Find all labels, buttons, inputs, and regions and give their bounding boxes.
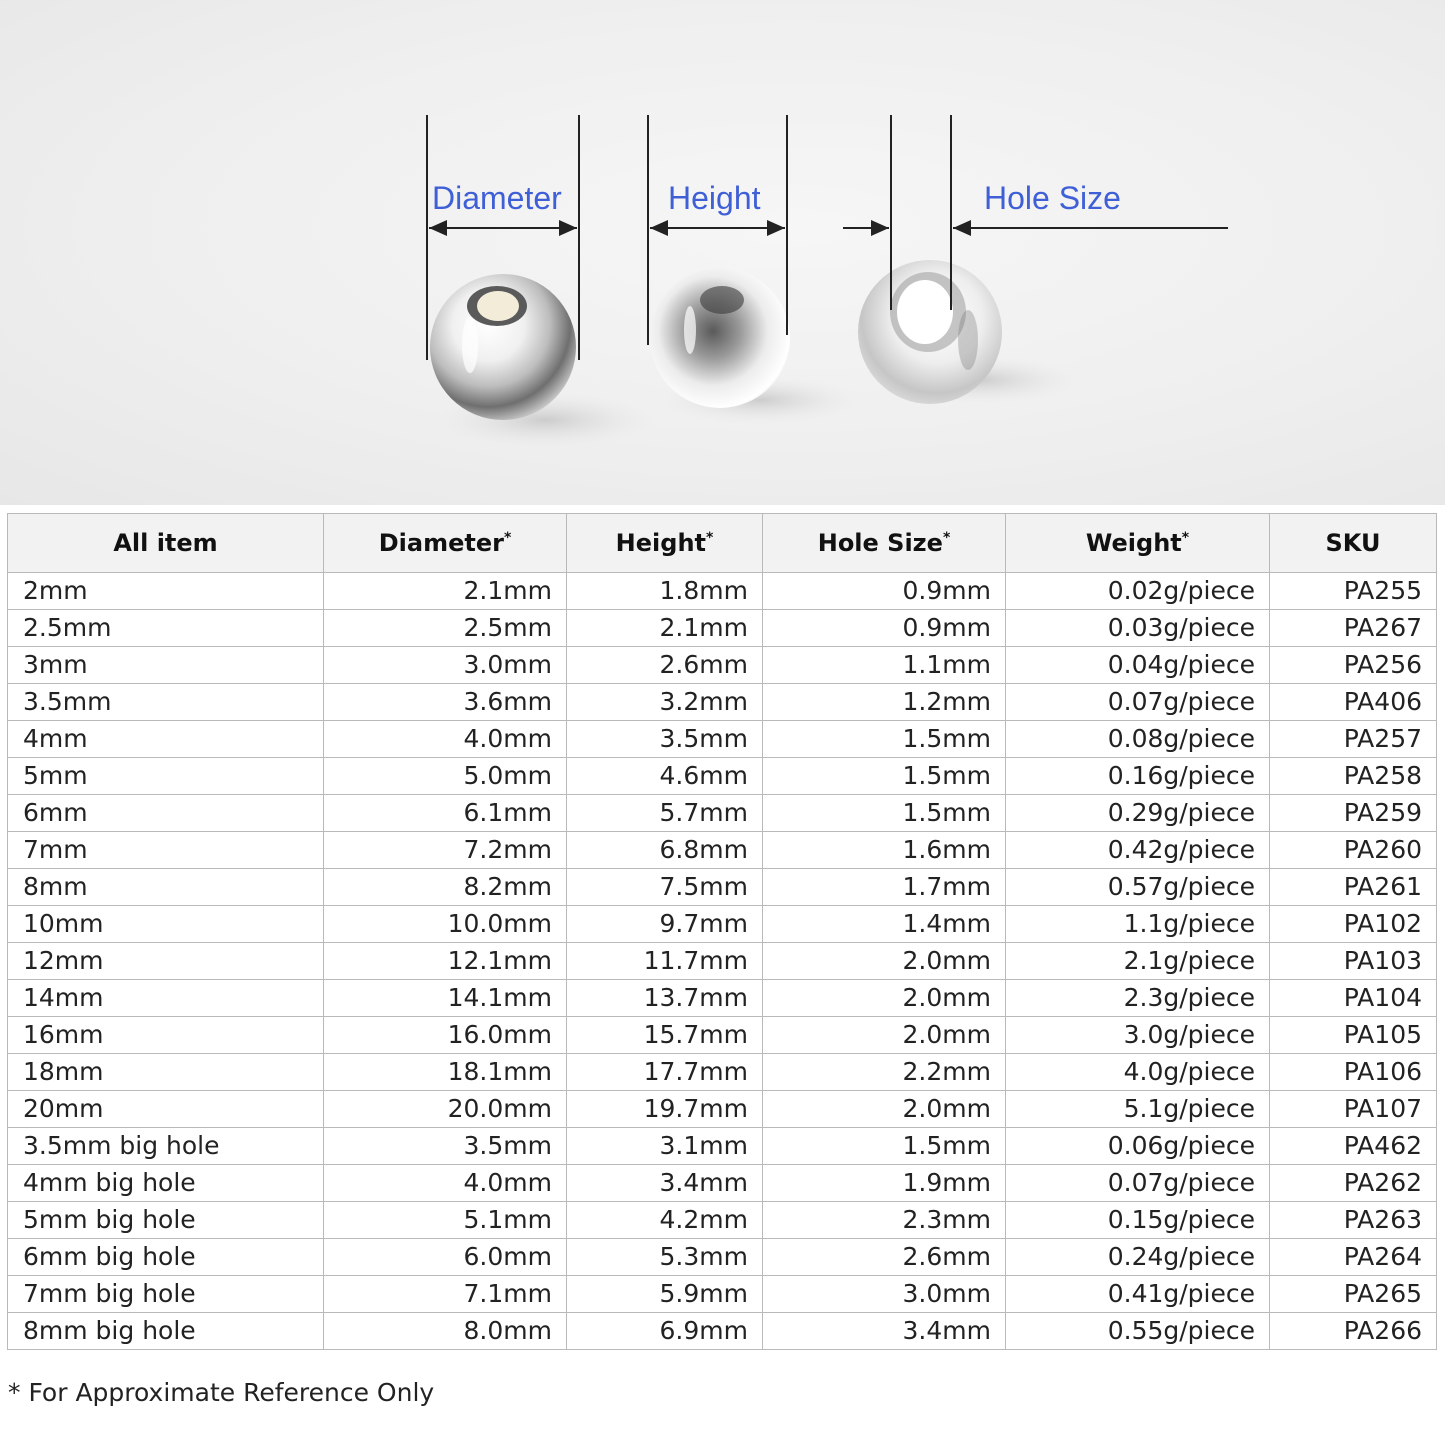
cell-hole-size: 1.4mm [763,906,1006,943]
cell-diameter: 8.2mm [324,869,567,906]
cell-height: 15.7mm [567,1017,763,1054]
table-row [8,1313,1437,1350]
cell-hole-size: 1.2mm [763,684,1006,721]
cell-weight: 0.24g/piece [1006,1239,1270,1276]
cell-sku: PA263 [1270,1202,1437,1239]
cell-hole-size: 1.5mm [763,795,1006,832]
cell-sku: PA107 [1270,1091,1437,1128]
footnote: * For Approximate Reference Only [8,1378,435,1407]
cell-height: 3.1mm [567,1128,763,1165]
cell-height: 11.7mm [567,943,763,980]
cell-item: 3.5mm [8,684,324,721]
table-row [8,1054,1437,1091]
cell-height: 7.5mm [567,869,763,906]
cell-sku: PA103 [1270,943,1437,980]
cell-hole-size: 0.9mm [763,610,1006,647]
cell-hole-size: 2.0mm [763,980,1006,1017]
table-row [8,573,1437,610]
cell-hole-size: 2.0mm [763,1091,1006,1128]
cell-hole-size: 2.2mm [763,1054,1006,1091]
cell-sku: PA261 [1270,869,1437,906]
product-photo [0,0,1445,505]
table-row [8,906,1437,943]
cell-hole-size: 1.5mm [763,1128,1006,1165]
cell-diameter: 8.0mm [324,1313,567,1350]
cell-height: 4.6mm [567,758,763,795]
cell-weight: 5.1g/piece [1006,1091,1270,1128]
cell-diameter: 4.0mm [324,721,567,758]
cell-weight: 0.08g/piece [1006,721,1270,758]
cell-height: 3.4mm [567,1165,763,1202]
cell-height: 17.7mm [567,1054,763,1091]
cell-hole-size: 3.4mm [763,1313,1006,1350]
cell-sku: PA102 [1270,906,1437,943]
cell-weight: 2.1g/piece [1006,943,1270,980]
cell-weight: 3.0g/piece [1006,1017,1270,1054]
cell-weight: 0.41g/piece [1006,1276,1270,1313]
cell-height: 6.9mm [567,1313,763,1350]
cell-item: 6mm big hole [8,1239,324,1276]
header-height: Height* [567,514,763,573]
cell-diameter: 3.0mm [324,647,567,684]
header-all-item: All item [8,514,324,573]
cell-diameter: 6.0mm [324,1239,567,1276]
cell-diameter: 5.0mm [324,758,567,795]
cell-sku: PA106 [1270,1054,1437,1091]
cell-hole-size: 1.5mm [763,758,1006,795]
cell-height: 5.7mm [567,795,763,832]
cell-weight: 0.16g/piece [1006,758,1270,795]
cell-height: 5.3mm [567,1239,763,1276]
cell-height: 9.7mm [567,906,763,943]
cell-diameter: 18.1mm [324,1054,567,1091]
cell-diameter: 3.6mm [324,684,567,721]
cell-height: 1.8mm [567,573,763,610]
table-row [8,1202,1437,1239]
table-row [8,1276,1437,1313]
bead-height [650,268,790,408]
cell-height: 5.9mm [567,1276,763,1313]
table-row [8,610,1437,647]
cell-weight: 4.0g/piece [1006,1054,1270,1091]
cell-sku: PA262 [1270,1165,1437,1202]
cell-height: 2.6mm [567,647,763,684]
table-row [8,758,1437,795]
size-spec-table [7,513,1437,1350]
cell-sku: PA260 [1270,832,1437,869]
cell-sku: PA258 [1270,758,1437,795]
table-row [8,869,1437,906]
cell-item: 10mm [8,906,324,943]
cell-weight: 0.42g/piece [1006,832,1270,869]
table-row [8,795,1437,832]
cell-diameter: 7.2mm [324,832,567,869]
cell-diameter: 20.0mm [324,1091,567,1128]
cell-hole-size: 1.9mm [763,1165,1006,1202]
cell-item: 3mm [8,647,324,684]
cell-height: 3.5mm [567,721,763,758]
cell-diameter: 7.1mm [324,1276,567,1313]
table-row [8,1017,1437,1054]
cell-diameter: 6.1mm [324,795,567,832]
cell-item: 16mm [8,1017,324,1054]
cell-sku: PA105 [1270,1017,1437,1054]
cell-weight: 2.3g/piece [1006,980,1270,1017]
height-label: Height [668,180,761,216]
cell-height: 4.2mm [567,1202,763,1239]
cell-height: 3.2mm [567,684,763,721]
cell-diameter: 2.5mm [324,610,567,647]
cell-height: 6.8mm [567,832,763,869]
header-weight: Weight* [1006,514,1270,573]
cell-height: 19.7mm [567,1091,763,1128]
header-hole-size: Hole Size* [763,514,1006,573]
cell-item: 5mm [8,758,324,795]
cell-diameter: 3.5mm [324,1128,567,1165]
cell-weight: 0.55g/piece [1006,1313,1270,1350]
cell-sku: PA264 [1270,1239,1437,1276]
cell-weight: 0.07g/piece [1006,684,1270,721]
hole-size-label: Hole Size [984,180,1121,216]
cell-weight: 0.04g/piece [1006,647,1270,684]
cell-height: 13.7mm [567,980,763,1017]
cell-sku: PA256 [1270,647,1437,684]
cell-diameter: 16.0mm [324,1017,567,1054]
diameter-label: Diameter [432,180,562,216]
cell-item: 6mm [8,795,324,832]
cell-diameter: 4.0mm [324,1165,567,1202]
cell-sku: PA255 [1270,573,1437,610]
cell-weight: 0.29g/piece [1006,795,1270,832]
cell-diameter: 2.1mm [324,573,567,610]
cell-hole-size: 2.3mm [763,1202,1006,1239]
table-row [8,684,1437,721]
cell-item: 8mm big hole [8,1313,324,1350]
table-row [8,980,1437,1017]
cell-item: 3.5mm big hole [8,1128,324,1165]
table-header-row [8,514,1437,573]
cell-sku: PA462 [1270,1128,1437,1165]
cell-weight: 1.1g/piece [1006,906,1270,943]
cell-item: 4mm big hole [8,1165,324,1202]
cell-item: 18mm [8,1054,324,1091]
cell-height: 2.1mm [567,610,763,647]
table-row [8,1239,1437,1276]
cell-sku: PA104 [1270,980,1437,1017]
cell-sku: PA266 [1270,1313,1437,1350]
cell-sku: PA406 [1270,684,1437,721]
cell-hole-size: 0.9mm [763,573,1006,610]
table-row [8,1165,1437,1202]
cell-item: 20mm [8,1091,324,1128]
cell-hole-size: 2.0mm [763,943,1006,980]
header-sku: SKU [1270,514,1437,573]
table-row [8,721,1437,758]
cell-sku: PA267 [1270,610,1437,647]
cell-item: 8mm [8,869,324,906]
cell-hole-size: 3.0mm [763,1276,1006,1313]
cell-diameter: 12.1mm [324,943,567,980]
table-row [8,943,1437,980]
bead-measurement-diagram [0,0,1445,505]
cell-hole-size: 2.0mm [763,1017,1006,1054]
header-diameter: Diameter* [324,514,567,573]
bead-hole-size [858,260,1002,404]
table-row [8,1091,1437,1128]
cell-item: 2mm [8,573,324,610]
cell-item: 12mm [8,943,324,980]
cell-sku: PA259 [1270,795,1437,832]
cell-item: 14mm [8,980,324,1017]
cell-diameter: 14.1mm [324,980,567,1017]
cell-weight: 0.02g/piece [1006,573,1270,610]
table-body [8,573,1437,1350]
cell-item: 7mm big hole [8,1276,324,1313]
cell-item: 5mm big hole [8,1202,324,1239]
cell-hole-size: 1.7mm [763,869,1006,906]
table-row [8,647,1437,684]
cell-hole-size: 1.1mm [763,647,1006,684]
cell-diameter: 10.0mm [324,906,567,943]
cell-hole-size: 1.5mm [763,721,1006,758]
cell-hole-size: 1.6mm [763,832,1006,869]
cell-item: 2.5mm [8,610,324,647]
cell-weight: 0.06g/piece [1006,1128,1270,1165]
cell-hole-size: 2.6mm [763,1239,1006,1276]
cell-weight: 0.57g/piece [1006,869,1270,906]
cell-item: 7mm [8,832,324,869]
cell-diameter: 5.1mm [324,1202,567,1239]
cell-weight: 0.03g/piece [1006,610,1270,647]
cell-weight: 0.07g/piece [1006,1165,1270,1202]
cell-sku: PA257 [1270,721,1437,758]
cell-weight: 0.15g/piece [1006,1202,1270,1239]
table-row [8,832,1437,869]
cell-item: 4mm [8,721,324,758]
table-row [8,1128,1437,1165]
bead-diameter [430,274,576,420]
cell-sku: PA265 [1270,1276,1437,1313]
